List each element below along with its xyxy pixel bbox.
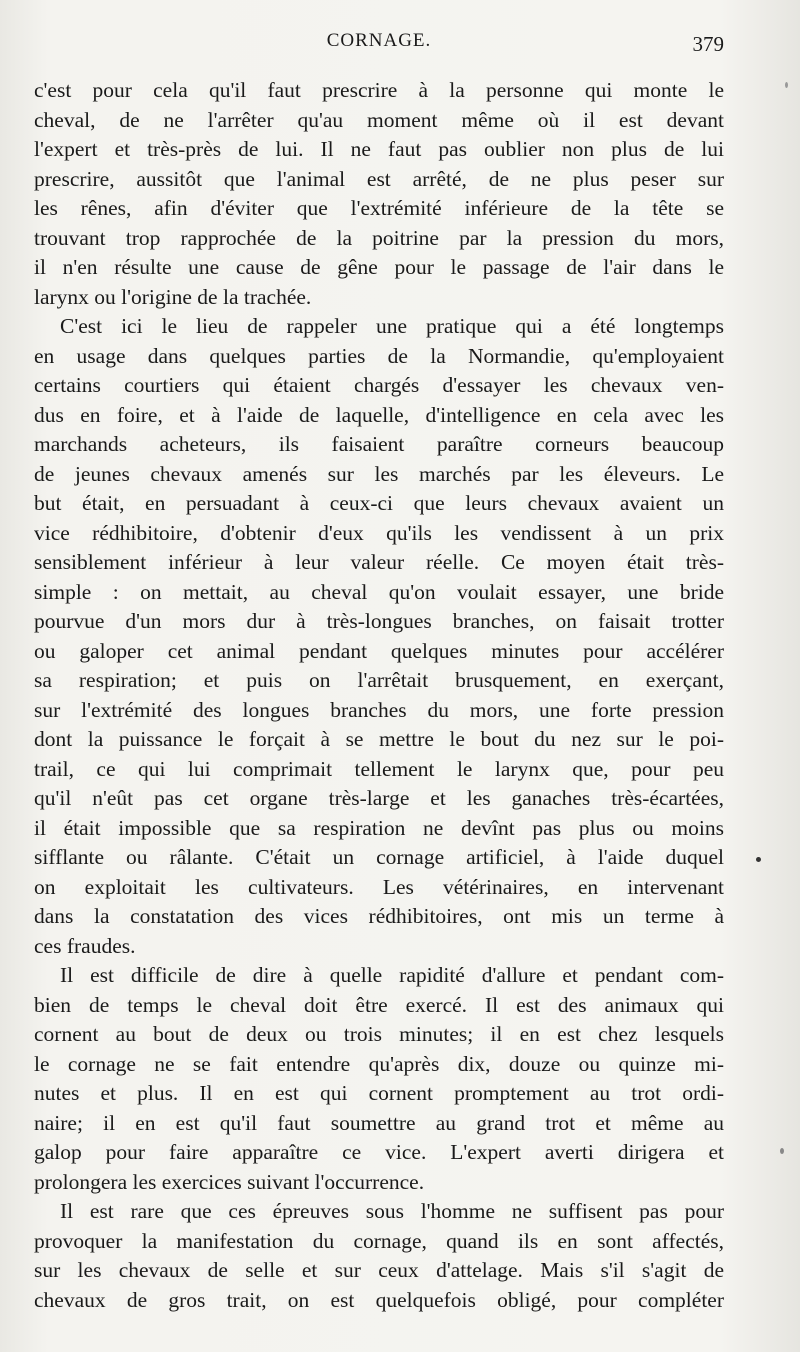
text-line: prescrire, aussitôt que l'animal est arrêté, de ne plus peser sur: [34, 166, 724, 191]
text-line: naire; il en est qu'il faut soumettre au grand trot et même au: [34, 1110, 724, 1135]
ink-speck: [780, 1148, 784, 1154]
ink-speck: [785, 82, 788, 88]
body-text: [34, 76, 724, 1315]
text-line: il n'en résulte une cause de gêne pour le passage de l'air dans le: [34, 255, 724, 279]
text-line: cornent au bout de deux ou trois minutes; il en est chez lesquels: [34, 1022, 724, 1046]
text-line: certains courtiers qui étaient chargés d'essayer les chevaux ven-: [34, 373, 724, 397]
ink-speck: [756, 857, 761, 862]
text-line: sensiblement inférieur à leur valeur réelle. Ce moyen était très-: [34, 550, 724, 574]
page-number: 379: [692, 32, 724, 56]
text-line: Il est rare que ces épreuves sous l'homme ne suffisent pas pour: [60, 1199, 724, 1223]
text-line: ces fraudes.: [34, 933, 136, 958]
text-line: Il est difficile de dire à quelle rapidité d'allure et pendant com-: [60, 963, 724, 987]
text-line: dus en foire, et à l'aide de laquelle, d'intelligence en cela avec les: [34, 402, 724, 427]
text-line: simple : on mettait, au cheval qu'on voulait essayer, une bride: [34, 579, 724, 604]
text-line: en usage dans quelques parties de la Normandie, qu'employaient: [34, 343, 724, 368]
text-line: dont la puissance le forçait à se mettre le bout du nez sur le poi-: [34, 727, 724, 751]
text-line: chevaux de gros trait, on est quelquefois obligé, pour compléter: [34, 1287, 724, 1312]
text-line: de jeunes chevaux amenés sur les marchés par les éleveurs. Le: [34, 461, 724, 486]
text-line: prolongera les exercices suivant l'occurrence.: [34, 1169, 425, 1194]
running-title: CORNAGE.: [326, 30, 432, 51]
text-line: on exploitait les cultivateurs. Les vétérinaires, en intervenant: [34, 874, 724, 899]
text-line: cheval, de ne l'arrêter qu'au moment même où il est devant: [34, 107, 724, 132]
text-line: nutes et plus. Il en est qui cornent promptement au trot ordi-: [34, 1081, 724, 1105]
text-line: dans la constatation des vices rédhibitoires, ont mis un terme à: [34, 904, 724, 928]
text-line: vice rédhibitoire, d'obtenir d'eux qu'ils les vendissent à un prix: [34, 520, 724, 545]
text-line: bien de temps le cheval doit être exercé. Il est des animaux qui: [34, 992, 724, 1017]
text-line: sifflante ou râlante. C'était un cornage artificiel, à l'aide duquel: [34, 845, 724, 869]
text-line: trail, ce qui lui comprimait tellement le larynx que, pour peu: [34, 756, 724, 781]
text-line: c'est pour cela qu'il faut prescrire à la personne qui monte le: [34, 78, 724, 102]
text-line: sur les chevaux de selle et sur ceux d'attelage. Mais s'il s'agit de: [34, 1258, 724, 1282]
text-line: les rênes, afin d'éviter que l'extrémité inférieure de la tête se: [34, 196, 724, 220]
text-line: C'est ici le lieu de rappeler une pratique qui a été longtemps: [60, 314, 724, 338]
text-line: le cornage ne se fait entendre qu'après dix, douze ou quinze mi-: [34, 1051, 724, 1076]
text-line: larynx ou l'origine de la trachée.: [34, 284, 312, 309]
text-line: qu'il n'eût pas cet organe très-large et les ganaches très-écartées,: [34, 786, 724, 810]
text-line: l'expert et très-près de lui. Il ne faut pas oublier non plus de lui: [34, 137, 724, 161]
text-line: pourvue d'un mors dur à très-longues branches, on faisait trotter: [34, 609, 724, 633]
text-line: but était, en persuadant à ceux-ci que leurs chevaux avaient un: [34, 491, 724, 515]
text-line: ou galoper cet animal pendant quelques minutes pour accélérer: [34, 638, 724, 663]
text-line: provoquer la manifestation du cornage, quand ils en sont affectés,: [34, 1228, 724, 1253]
text-line: sa respiration; et puis on l'arrêtait brusquement, en exerçant,: [34, 668, 724, 692]
text-line: il était impossible que sa respiration ne devînt pas plus ou moins: [34, 815, 724, 840]
text-line: sur l'extrémité des longues branches du mors, une forte pression: [34, 697, 724, 722]
text-line: galop pour faire apparaître ce vice. L'expert averti dirigera et: [34, 1140, 724, 1164]
text-line: marchands acheteurs, ils faisaient paraître corneurs beaucoup: [34, 432, 724, 456]
text-line: trouvant trop rapprochée de la poitrine par la pression du mors,: [34, 225, 724, 250]
page-header: [34, 30, 724, 60]
